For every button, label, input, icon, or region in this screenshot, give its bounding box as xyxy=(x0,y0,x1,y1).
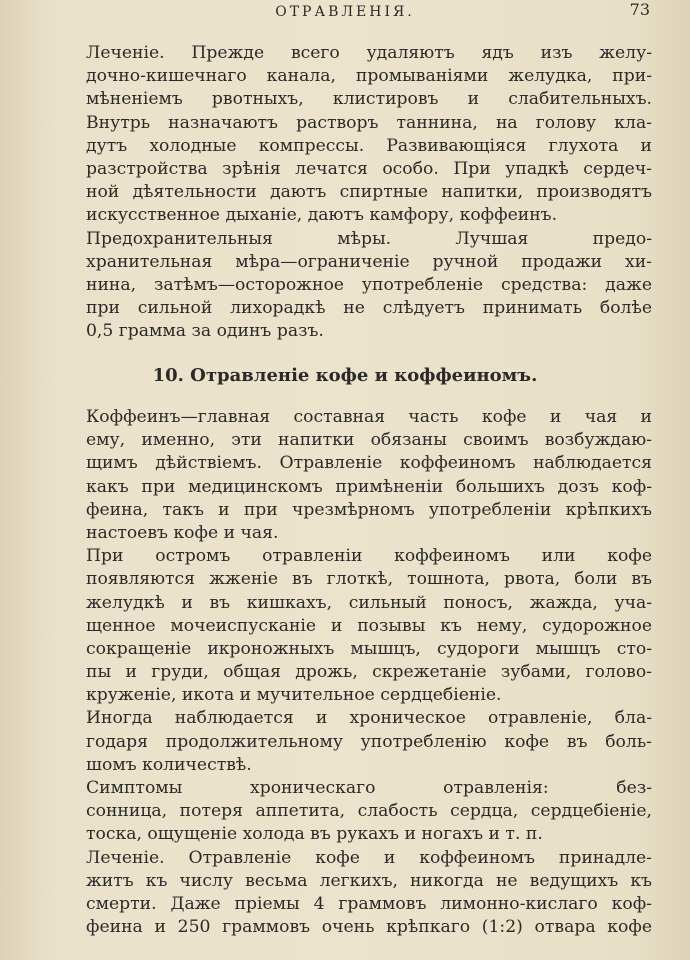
page-number: 73 xyxy=(629,0,650,19)
text-line: щенное мочеиспусканіе и позывы къ нему, судорожное xyxy=(86,615,652,636)
text-line: Леченіе. Прежде всего удаляютъ ядъ изъ желу- xyxy=(86,43,652,63)
paragraph xyxy=(86,228,652,344)
text-line: сонница, потеря аппетита, слабость сердца, сердцебіеніе, xyxy=(86,801,652,822)
text-line: Внутрь назначаютъ растворъ таннина, на голову кла- xyxy=(86,112,652,133)
text-line: Коффеинъ—главная составная часть кофе и чая и xyxy=(86,407,652,427)
text-line: появляются жженіе въ глоткѣ, тошнота, рвота, боли въ xyxy=(86,569,652,590)
text-line: Предохранительныя мѣры. Лучшая предо- xyxy=(86,228,652,249)
text-line: смерти. Даже пріемы 4 граммовъ лимонно-кислаго коф- xyxy=(86,893,652,914)
text-block-top xyxy=(86,42,652,343)
text-line: При остромъ отравленіи коффеиномъ или кофе xyxy=(86,546,652,567)
text-line: дочно-кишечнаго канала, промываніями желудка, при- xyxy=(86,66,652,87)
text-line: щимъ дѣйствіемъ. Отравленіе коффеиномъ наблюдается xyxy=(86,453,652,474)
text-line: Леченіе. Отравленіе кофе и коффеиномъ принадле- xyxy=(86,847,652,868)
text-line: житъ къ числу весьма легкихъ, никогда не ведущихъ къ xyxy=(86,870,652,891)
text-line: желудкѣ и въ кишкахъ, сильный поносъ, жажда, уча- xyxy=(86,592,652,613)
text-line: феина, такъ и при чрезмѣрномъ употребленіи крѣпкихъ xyxy=(86,499,652,520)
text-line: настоевъ кофе и чая. xyxy=(86,522,279,543)
text-line: разстройства зрѣнія лечатся особо. При упадкѣ сердеч- xyxy=(86,158,652,179)
text-line: нина, затѣмъ—осторожное употребленіе средства: даже xyxy=(86,274,652,295)
text-line: при сильной лихорадкѣ не слѣдуетъ принимать болѣе xyxy=(86,298,652,319)
paragraph xyxy=(86,545,652,707)
running-head: ОТРАВЛЕНІЯ. xyxy=(275,4,415,20)
text-line: ной дѣятельности даютъ спиртные напитки, производятъ xyxy=(86,182,652,203)
paragraph xyxy=(86,707,652,777)
text-line: мѣненіемъ рвотныхъ, клистировъ и слабительныхъ. xyxy=(86,89,652,110)
text-line: сокращеніе икроножныхъ мышцъ, судороги мышцъ сто- xyxy=(86,638,652,659)
text-line: шомъ количествѣ. xyxy=(86,754,252,775)
text-line: пы и груди, общая дрожь, скрежетаніе зубами, голово- xyxy=(86,662,652,683)
text-line: искусственное дыханіе, даютъ камфору, коффеинъ. xyxy=(86,205,558,226)
paragraph xyxy=(86,777,652,847)
text-line: годаря продолжительному употребленію кофе въ боль- xyxy=(86,731,652,752)
paragraph xyxy=(86,847,652,940)
text-line: Симптомы хроническаго отравленія: без- xyxy=(86,778,652,798)
text-line: какъ при медицинскомъ примѣненіи большихъ дозъ коф- xyxy=(86,476,652,497)
paragraph xyxy=(86,406,652,545)
text-line: ему, именно, эти напитки обязаны своимъ возбуждаю- xyxy=(86,430,652,451)
text-line: тоска, ощущеніе холода въ рукахъ и ногахъ и т. п. xyxy=(86,824,543,845)
text-line: феина и 250 граммовъ очень крѣпкаго (1:2) отвара кофе xyxy=(86,917,652,938)
text-line: 0,5 грамма за одинъ разъ. xyxy=(86,321,324,342)
text-line: круженіе, икота и мучительное сердцебіеніе. xyxy=(86,685,502,706)
text-line: Иногда наблюдается и хроническое отравленіе, бла- xyxy=(86,708,652,729)
paragraph xyxy=(86,42,652,228)
section-heading: 10. Отравленіе кофе и коффеиномъ. xyxy=(152,365,538,386)
text-line: хранительная мѣра—ограниченіе ручной продажи хи- xyxy=(86,251,652,272)
text-line: дутъ холодные компрессы. Развивающіяся глухота и xyxy=(86,135,652,156)
text-block-bottom xyxy=(86,406,652,939)
